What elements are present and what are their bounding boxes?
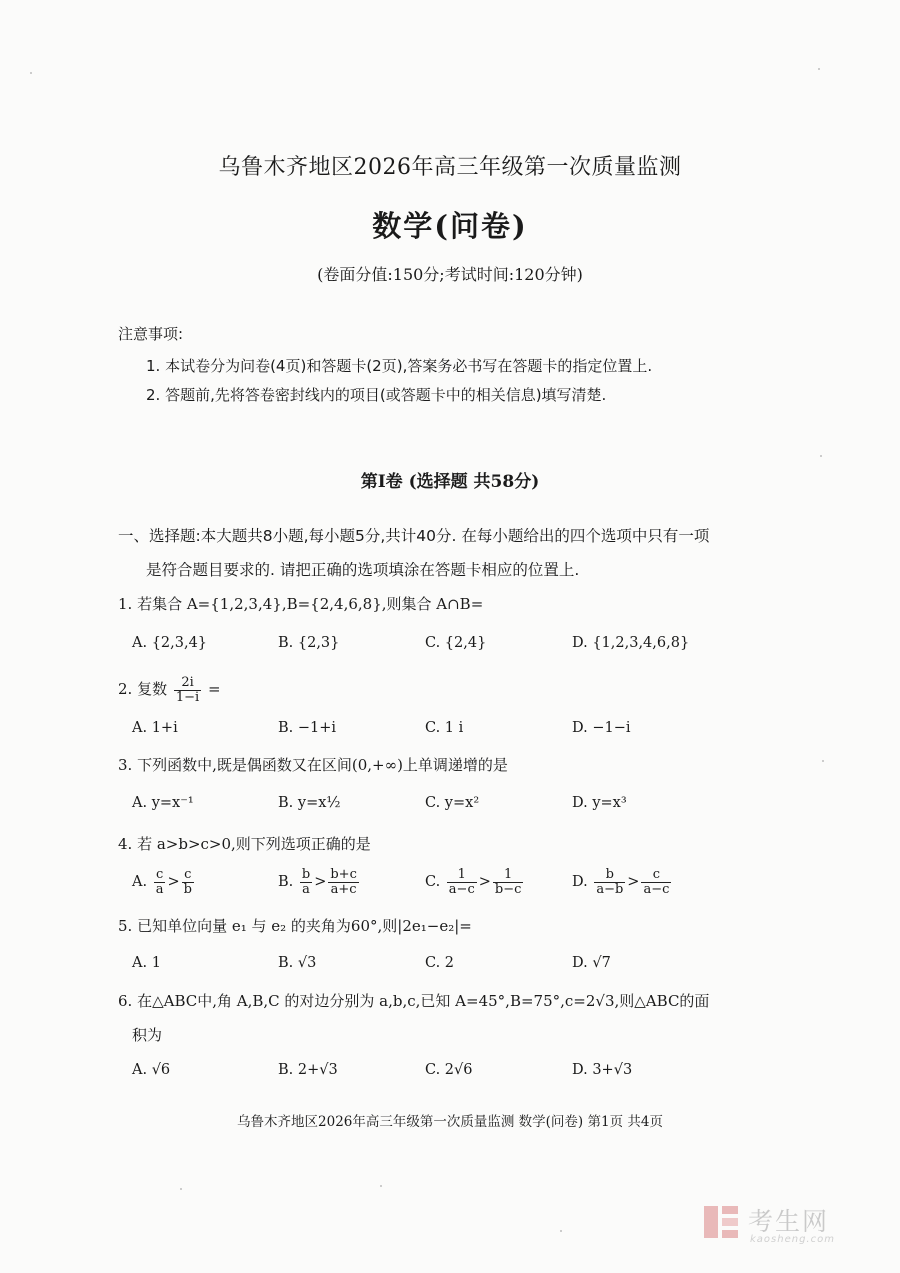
q3-option-a: A. y=x⁻¹ [132,795,194,811]
exam-title: 乌鲁木齐地区2026年高三年级第一次质量监测 [218,155,682,180]
q2-fraction [174,676,201,704]
page-footer: 乌鲁木齐地区2026年高三年级第一次质量监测 数学(问卷) 第1页 共4页 [237,1114,663,1130]
question-3-stem: 3. 下列函数中,既是偶函数又在区间(0,+∞)上单调递增的是 [118,756,508,774]
scan-speck [30,72,32,74]
q1-option-a: A. {2,3,4} [132,635,208,651]
q3-option-b: B. y=x½ [278,795,341,811]
fraction [154,868,166,896]
question-5-stem: 5. 已知单位向量 e₁ 与 e₂ 的夹角为60°,则|2e₁−e₂|= [118,917,472,935]
q2-stem-prefix: 2. 复数 [118,680,168,699]
q2-option-c: C. 1 i [425,720,464,736]
q2-stem-suffix: = [207,680,221,699]
fraction [182,868,194,896]
exam-info: (卷面分值:150分;考试时间:120分钟) [317,265,583,284]
q4-option-b [278,868,361,896]
option-label: A. [132,874,152,891]
notes-title: 注意事项: [118,325,184,343]
fraction-numerator: b [594,868,625,883]
fraction-denominator: b [183,881,192,897]
q6-option-a: A. √6 [132,1062,171,1078]
fraction-numerator: b [301,867,311,882]
fraction-denominator: a−c [643,881,670,897]
option-label: B. [278,874,298,891]
scan-speck [818,68,820,70]
fraction-denominator: b−c [494,881,522,897]
fraction [641,868,671,896]
q4-option-a [132,868,196,896]
q4-option-d [572,868,673,896]
note-item: 2. 答题前,先将答卷密封线内的项目(或答题卡中的相关信息)填写清楚. [146,386,607,404]
option-label: D. [572,874,593,891]
section-title: 第Ⅰ卷 (选择题 共58分) [360,472,540,492]
q6-option-d: D. 3+√3 [572,1062,633,1078]
q2-option-a: A. 1+i [132,720,178,736]
fraction [493,868,524,896]
comparison-operator: > [167,874,180,891]
scan-speck [822,760,824,762]
q3-option-d: D. y=x³ [572,795,627,811]
fraction [447,868,477,896]
q1-option-b: B. {2,3} [278,635,340,651]
question-1-stem: 1. 若集合 A={1,2,3,4},B={2,4,6,8},则集合 A∩B= [118,595,484,613]
scan-speck [380,1185,382,1187]
fraction-denominator: a−c [448,881,475,897]
watermark-subtext: kaosheng.com [750,1234,835,1245]
q6-option-b: B. 2+√3 [278,1062,338,1078]
fraction-numerator: b+c [330,867,357,882]
watermark-logo-icon [702,1202,742,1242]
q5-option-d: D. √7 [572,955,611,971]
watermark [702,1200,882,1250]
q2-frac-num: 2i [174,676,201,691]
fraction-numerator: c [641,868,671,883]
question-4-stem: 4. 若 a>b>c>0,则下列选项正确的是 [118,835,371,853]
comparison-operator: > [627,874,640,891]
comparison-operator: > [314,874,327,891]
q2-option-b: B. −1+i [278,720,337,736]
fraction-denominator: a [155,881,164,897]
q1-option-c: C. {2,4} [425,635,487,651]
q3-option-c: C. y=x² [425,795,480,811]
fraction [328,868,359,896]
fraction-numerator: c [182,868,194,883]
fraction-denominator: a [302,881,310,897]
watermark-text: 考生网 [748,1207,830,1236]
fraction-numerator: 1 [493,868,524,883]
note-item: 1. 本试卷分为问卷(4页)和答题卡(2页),答案务必书写在答题卡的指定位置上. [146,357,653,375]
fraction [594,868,625,896]
question-2-stem [118,676,221,704]
scan-speck [180,1188,182,1190]
question-6-stem-line2: 积为 [132,1026,163,1044]
q2-frac-den: 1−i [175,689,200,705]
comparison-operator: > [478,874,491,891]
fraction-denominator: a+c [330,881,357,897]
scan-speck [820,455,822,457]
q2-option-d: D. −1−i [572,720,631,736]
q5-option-c: C. 2 [425,955,455,971]
fraction-denominator: a−b [596,881,624,897]
fraction-numerator: 1 [447,868,477,883]
part-intro-line2: 是符合题目要求的. 请把正确的选项填涂在答题卡相应的位置上. [146,561,580,579]
part-intro-line1: 一、选择题:本大题共8小题,每小题5分,共计40分. 在每小题给出的四个选项中只有一项 [118,527,710,545]
q6-option-c: C. 2√6 [425,1062,473,1078]
q1-option-d: D. {1,2,3,4,6,8} [572,635,690,651]
q4-option-c [425,868,525,896]
scan-speck [560,1230,562,1232]
q5-option-b: B. √3 [278,955,317,971]
fraction [300,868,312,896]
option-label: C. [425,874,445,891]
question-6-stem-line1: 6. 在△ABC中,角 A,B,C 的对边分别为 a,b,c,已知 A=45°,B=75°,c=2√3,则△ABC的面 [118,992,710,1010]
q5-option-a: A. 1 [132,955,161,971]
subject-title: 数学(问卷) [372,209,528,243]
fraction-numerator: c [154,868,166,883]
